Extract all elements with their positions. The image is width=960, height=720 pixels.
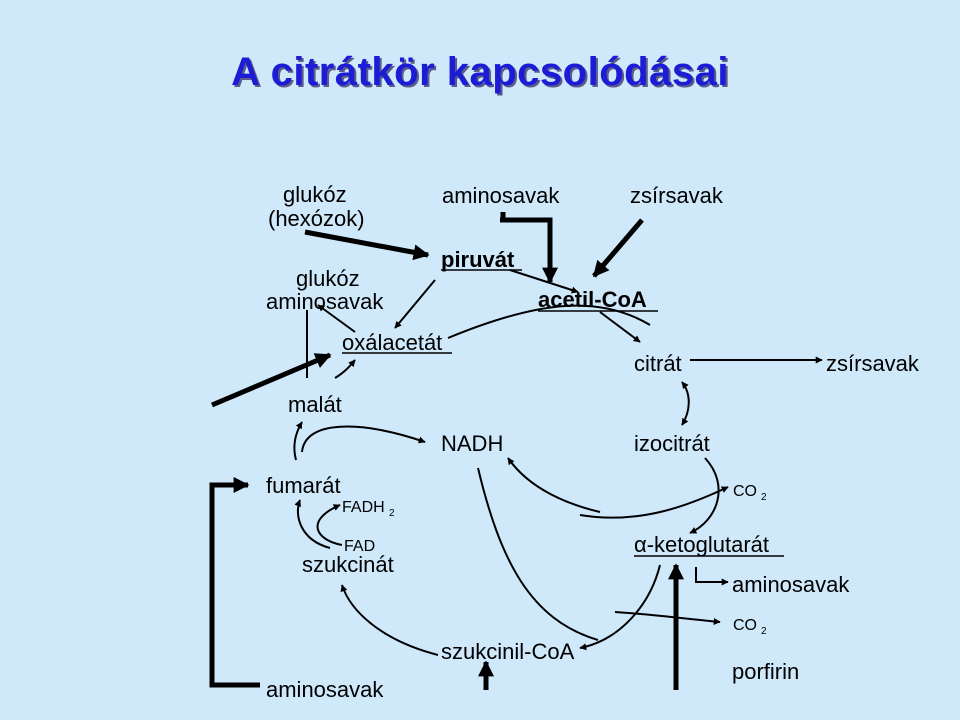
label-glucose-aminoacids-2: aminosavak bbox=[266, 289, 384, 314]
label-co2-1-sub: 2 bbox=[761, 492, 767, 503]
label-isocitrate: izocitrát bbox=[634, 431, 710, 456]
label-acetyl-coa: acetil-CoA bbox=[538, 287, 647, 312]
label-glucose-aminoacids-1: glukóz bbox=[296, 266, 360, 291]
arrow-malate-to-oxaloacetate bbox=[335, 360, 355, 378]
label-co2-1: CO bbox=[733, 483, 757, 500]
arrow-citrate-to-isocitrate bbox=[682, 382, 689, 425]
label-fadh2-sub: 2 bbox=[389, 508, 395, 519]
arrow-succinate-to-fumarate bbox=[298, 500, 330, 548]
label-glucose-hexoses-2: (hexózok) bbox=[268, 206, 365, 231]
label-malate: malát bbox=[288, 392, 342, 417]
label-porphyrin: porfirin bbox=[732, 659, 800, 684]
arrow-co2-release-2 bbox=[615, 612, 720, 622]
arrow-succinylcoa-to-succinate bbox=[342, 585, 438, 655]
label-aminoacids-top: aminosavak bbox=[442, 183, 560, 208]
arrow-hexoses-to-pyruvate bbox=[305, 232, 428, 255]
label-glucose-hexoses-1: glukóz bbox=[283, 182, 347, 207]
label-fad: FAD bbox=[344, 538, 376, 555]
label-fumarate: fumarát bbox=[266, 473, 341, 498]
arrow-fumarate-to-malate bbox=[294, 422, 302, 460]
label-fattyacids-right: zsírsavak bbox=[826, 351, 919, 376]
label-co2-2-sub: 2 bbox=[761, 626, 767, 637]
arrow-aminoacids-bottom-to-fumarate bbox=[212, 485, 260, 685]
arrow-ketoglutarate-to-aminoacids bbox=[696, 567, 728, 582]
arrow-fattyacids-to-acetylcoa bbox=[594, 220, 642, 276]
label-pyruvate: piruvát bbox=[441, 247, 515, 272]
page-title: A citrátkör kapcsolódásai bbox=[231, 50, 729, 94]
label-nadh: NADH bbox=[441, 431, 504, 456]
label-co2-2: CO bbox=[733, 617, 757, 634]
arrow-nadh-from-ketoglutarate bbox=[508, 458, 600, 512]
label-citrate: citrát bbox=[634, 351, 682, 376]
label-aminoacids-bottom: aminosavak bbox=[266, 677, 384, 702]
label-succinyl-coa: szukcinil-CoA bbox=[441, 639, 575, 664]
arrow-oxaloacetate-to-pyruvate bbox=[395, 280, 435, 328]
arrow-nadh-from-succinylcoa bbox=[478, 468, 598, 640]
label-aminoacids-right: aminosavak bbox=[732, 572, 850, 597]
label-succinate: szukcinát bbox=[302, 552, 394, 577]
arrow-ketoglutarate-to-succinylcoa bbox=[580, 565, 660, 648]
arrow-isocitrate-to-ketoglutarate bbox=[690, 458, 719, 533]
label-fattyacids-top: zsírsavak bbox=[630, 183, 723, 208]
arrow-fad-to-fadh2 bbox=[318, 505, 342, 545]
label-oxaloacetate: oxálacetát bbox=[342, 330, 443, 355]
label-alpha-ketoglutarate: α-ketoglutarát bbox=[634, 532, 770, 557]
label-fadh2: FADH bbox=[342, 499, 385, 516]
arrow-nadh-from-malate bbox=[302, 427, 425, 452]
arrow-co2-release-1 bbox=[580, 487, 728, 518]
